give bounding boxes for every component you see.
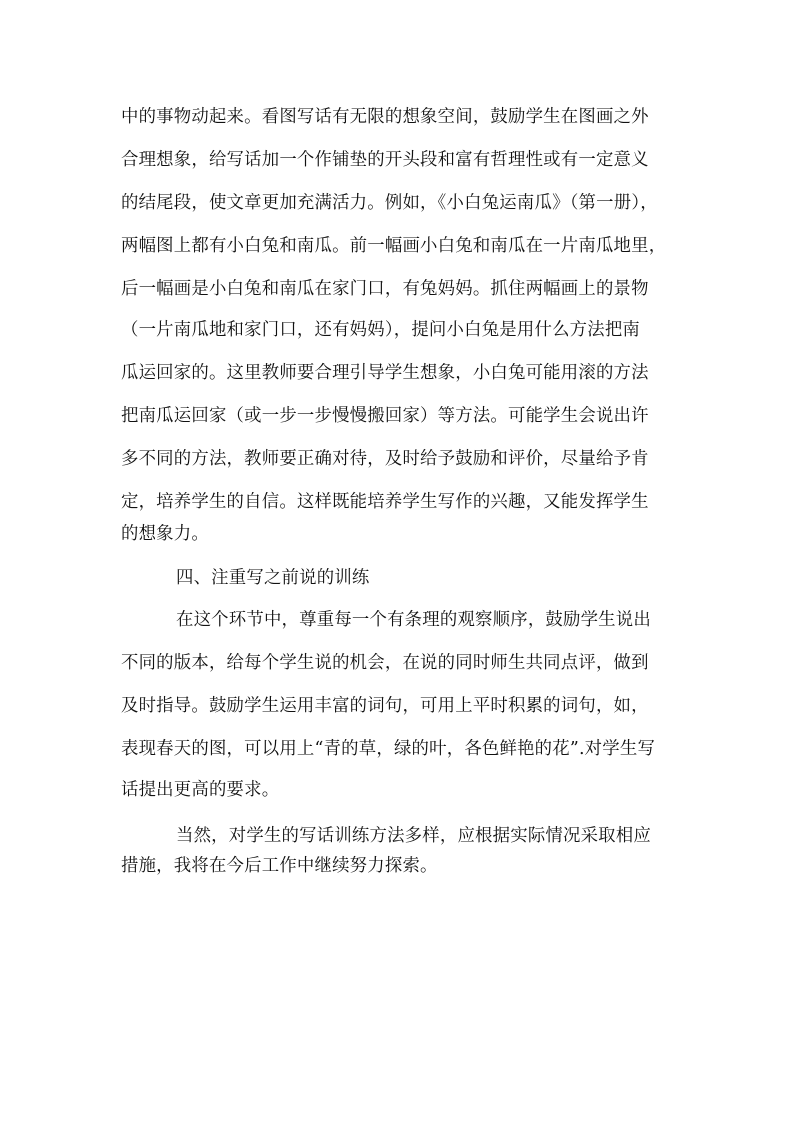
paragraph-line: 定，培养学生的自信。这样既能培养学生写作的兴趣，又能发挥学生 bbox=[121, 492, 649, 512]
paragraph-line: 后一幅画是小白兔和南瓜在家门口，有兔妈妈。抓住两幅画上的景物 bbox=[121, 279, 649, 299]
paragraph-line: 合理想象，给写话加一个作铺垫的开头段和富有哲理性或有一定意义 bbox=[121, 150, 649, 170]
paragraph-line: 把南瓜运回家（或一步一步慢慢搬回家）等方法。可能学生会说出许 bbox=[121, 406, 649, 426]
paragraph-line: 两幅图上都有小白兔和南瓜。前一幅画小白兔和南瓜在一片南瓜地里， bbox=[121, 236, 667, 256]
paragraph-line: 话提出更高的要求。 bbox=[121, 780, 280, 800]
paragraph-line: （一片南瓜地和家门口，还有妈妈），提问小白兔是用什么方法把南 bbox=[121, 320, 641, 340]
paragraph-line: 及时指导。鼓励学生运用丰富的词句，可用上平时积累的词句，如， bbox=[121, 696, 649, 716]
paragraph-line: 中的事物动起来。看图写话有无限的想象空间，鼓励学生在图画之外 bbox=[121, 107, 649, 127]
paragraph-line: 的结尾段，使文章更加充满活力。例如，《小白兔运南瓜》（第一册）， bbox=[121, 193, 658, 213]
paragraph-line: 瓜运回家的。这里教师要合理引导学生想象，小白兔可能用滚的方法 bbox=[121, 363, 649, 383]
paragraph-line: 措施，我将在今后工作中继续努力探索。 bbox=[121, 856, 438, 876]
paragraph-line: 当然，对学生的写话训练方法多样，应根据实际情况采取相应 bbox=[176, 826, 651, 846]
paragraph-line: 在这个环节中，尊重每一个有条理的观察顺序，鼓励学生说出 bbox=[176, 610, 651, 630]
paragraph-line: 不同的版本，给每个学生说的机会，在说的同时师生共同点评，做到 bbox=[121, 653, 649, 673]
paragraph-line: 表现春天的图，可以用上“青的草，绿的叶，各色鲜艳的花”.对学生写 bbox=[121, 739, 656, 759]
paragraph-line: 多不同的方法，教师要正确对待，及时给予鼓励和评价，尽量给予肯 bbox=[121, 449, 649, 469]
paragraph-line: 的想象力。 bbox=[121, 524, 209, 544]
section-heading: 四、注重写之前说的训练 bbox=[176, 568, 370, 588]
